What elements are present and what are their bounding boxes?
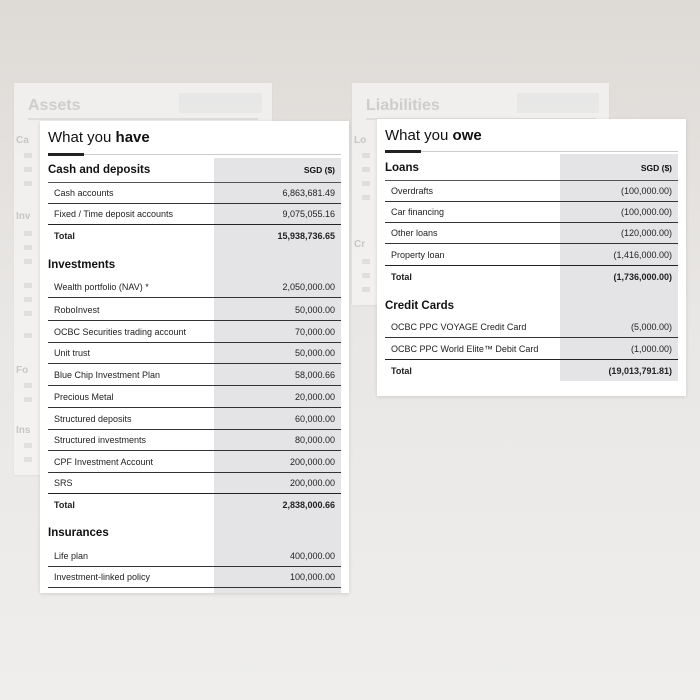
table-row — [385, 338, 678, 359]
investments-total-row — [48, 493, 341, 515]
assets-row-marker — [24, 181, 32, 186]
liabilities-row-marker — [362, 259, 370, 264]
row-label: CPF Investment Account — [54, 456, 154, 467]
total-value: (19,013,791.81) — [608, 365, 672, 376]
assets-row-marker — [24, 167, 32, 172]
assets-row-marker — [24, 297, 32, 302]
total-label: Total — [54, 499, 75, 510]
table-row — [48, 276, 341, 298]
row-label: SRS — [54, 477, 73, 488]
row-value: 80,000.00 — [294, 434, 335, 445]
row-label: Structured deposits — [54, 413, 132, 424]
investments-heading: Investments — [48, 259, 116, 271]
table-row — [48, 299, 341, 321]
insurances-heading: Insurances — [48, 527, 109, 539]
table-row — [48, 182, 341, 204]
row-value: 200,000.00 — [289, 477, 335, 488]
what-you-owe-card — [377, 119, 686, 396]
table-row — [48, 386, 341, 408]
liabilities-row-marker — [362, 195, 370, 200]
table-row — [385, 316, 678, 338]
row-value: (1,000.00) — [630, 343, 672, 354]
row-label: Overdrafts — [391, 185, 434, 196]
table-row — [385, 244, 678, 265]
assets-row-marker — [24, 457, 32, 462]
assets-section-label: Ca — [16, 135, 29, 146]
credit-cards-heading: Credit Cards — [385, 300, 455, 312]
table-row — [385, 222, 678, 244]
table-row — [48, 472, 341, 493]
table-row — [48, 429, 341, 451]
row-value: 100,000.00 — [289, 571, 335, 582]
assets-row-marker — [24, 397, 32, 402]
row-value: (5,000.00) — [630, 321, 672, 332]
have-title-bold: have — [115, 129, 150, 146]
cards-total-row — [385, 359, 678, 381]
row-value: 50,000.00 — [294, 347, 335, 358]
total-value: 15,938,736.65 — [277, 230, 335, 241]
row-value: 9,075,055.16 — [282, 208, 335, 219]
owe-title-rule — [385, 151, 678, 152]
row-label: Structured investments — [54, 434, 147, 445]
assets-row-marker — [24, 283, 32, 288]
table-row — [48, 451, 341, 473]
assets-value-column — [179, 93, 262, 113]
investments-section-header — [48, 254, 341, 276]
have-title-prefix: What you — [48, 129, 116, 146]
row-value: (1,416,000.00) — [613, 249, 672, 260]
total-value: 2,838,000.66 — [282, 499, 335, 510]
table-row — [385, 201, 678, 223]
assets-row-marker — [24, 443, 32, 448]
assets-row-marker — [24, 231, 32, 236]
assets-section-label: Fo — [16, 365, 29, 376]
owe-title-prefix: What you — [385, 127, 453, 144]
cash-total-row — [48, 224, 341, 246]
loans-heading: Loans — [385, 162, 419, 174]
row-value: (100,000.00) — [620, 206, 672, 217]
row-value: 58,000.66 — [294, 369, 335, 380]
total-value: (1,736,000.00) — [613, 271, 672, 282]
loans-total-row — [385, 265, 678, 287]
liabilities-row-marker — [362, 287, 370, 292]
assets-row-marker — [24, 153, 32, 158]
row-value: 70,000.00 — [294, 326, 335, 337]
row-value: 200,000.00 — [289, 456, 335, 467]
row-label: Cash accounts — [54, 187, 114, 198]
owe-currency-label: SGD ($) — [640, 163, 672, 173]
cash-section-header — [48, 158, 341, 183]
table-row — [48, 566, 341, 588]
row-value: 20,000.00 — [294, 391, 335, 402]
row-label: Blue Chip Investment Plan — [54, 369, 161, 380]
row-value: 400,000.00 — [289, 550, 335, 561]
owe-title-bold: owe — [452, 127, 482, 144]
assets-section-label: Ins — [16, 425, 31, 436]
row-label: Investment-linked policy — [54, 571, 151, 582]
have-title-rule — [48, 154, 341, 155]
row-label: Fixed / Time deposit accounts — [54, 208, 174, 219]
row-value: 50,000.00 — [294, 304, 335, 315]
liabilities-value-column — [517, 93, 599, 113]
total-label: Total — [54, 230, 75, 241]
assets-title: Assets — [28, 97, 81, 114]
assets-row-marker — [24, 333, 32, 338]
loans-section-header — [385, 156, 678, 181]
credit-cards-section-header — [385, 295, 678, 317]
total-label: Total — [391, 271, 412, 282]
have-title-accent — [48, 153, 84, 156]
table-row — [48, 321, 341, 343]
total-label: Total — [391, 365, 412, 376]
liabilities-row-marker — [362, 167, 370, 172]
table-row — [385, 180, 678, 202]
what-you-have-card — [40, 121, 349, 593]
have-card-title — [48, 129, 150, 146]
row-label: Property loan — [391, 249, 445, 260]
assets-row-marker — [24, 245, 32, 250]
assets-section-label: Inv — [16, 211, 31, 222]
row-label: OCBC Securities trading account — [54, 326, 187, 337]
row-label: RoboInvest — [54, 304, 100, 315]
cash-heading: Cash and deposits — [48, 164, 151, 176]
liabilities-row-marker — [362, 273, 370, 278]
row-label: Wealth portfolio (NAV) * — [54, 281, 149, 292]
row-label: Other loans — [391, 227, 438, 238]
table-row — [48, 545, 341, 567]
owe-title-accent — [385, 150, 421, 153]
have-currency-label: SGD ($) — [303, 165, 335, 175]
row-label: OCBC PPC World Elite™ Debit Card — [391, 343, 539, 354]
row-label: Car financing — [391, 206, 445, 217]
liabilities-row-marker — [362, 153, 370, 158]
assets-row-marker — [24, 311, 32, 316]
liabilities-section-label: Lo — [354, 135, 367, 146]
assets-row-marker — [24, 259, 32, 264]
assets-row-marker — [24, 383, 32, 388]
insurances-section-header — [48, 522, 341, 544]
table-row — [48, 364, 341, 386]
table-row — [48, 203, 341, 224]
liabilities-title: Liabilities — [366, 97, 440, 114]
row-label: Life plan — [54, 550, 89, 561]
row-label: Precious Metal — [54, 391, 114, 402]
row-value: 2,050,000.00 — [282, 281, 335, 292]
row-value: 6,863,681.49 — [282, 187, 335, 198]
row-label: Unit trust — [54, 347, 91, 358]
liabilities-row-marker — [362, 181, 370, 186]
row-value: 60,000.00 — [294, 413, 335, 424]
assets-title-rule — [28, 118, 258, 120]
row-value: (100,000.00) — [620, 185, 672, 196]
row-label: OCBC PPC VOYAGE Credit Card — [391, 321, 527, 332]
table-row — [48, 408, 341, 430]
owe-card-title — [385, 127, 482, 144]
row-value: (120,000.00) — [620, 227, 672, 238]
table-row — [48, 342, 341, 364]
liabilities-section-label: Cr — [354, 239, 366, 250]
